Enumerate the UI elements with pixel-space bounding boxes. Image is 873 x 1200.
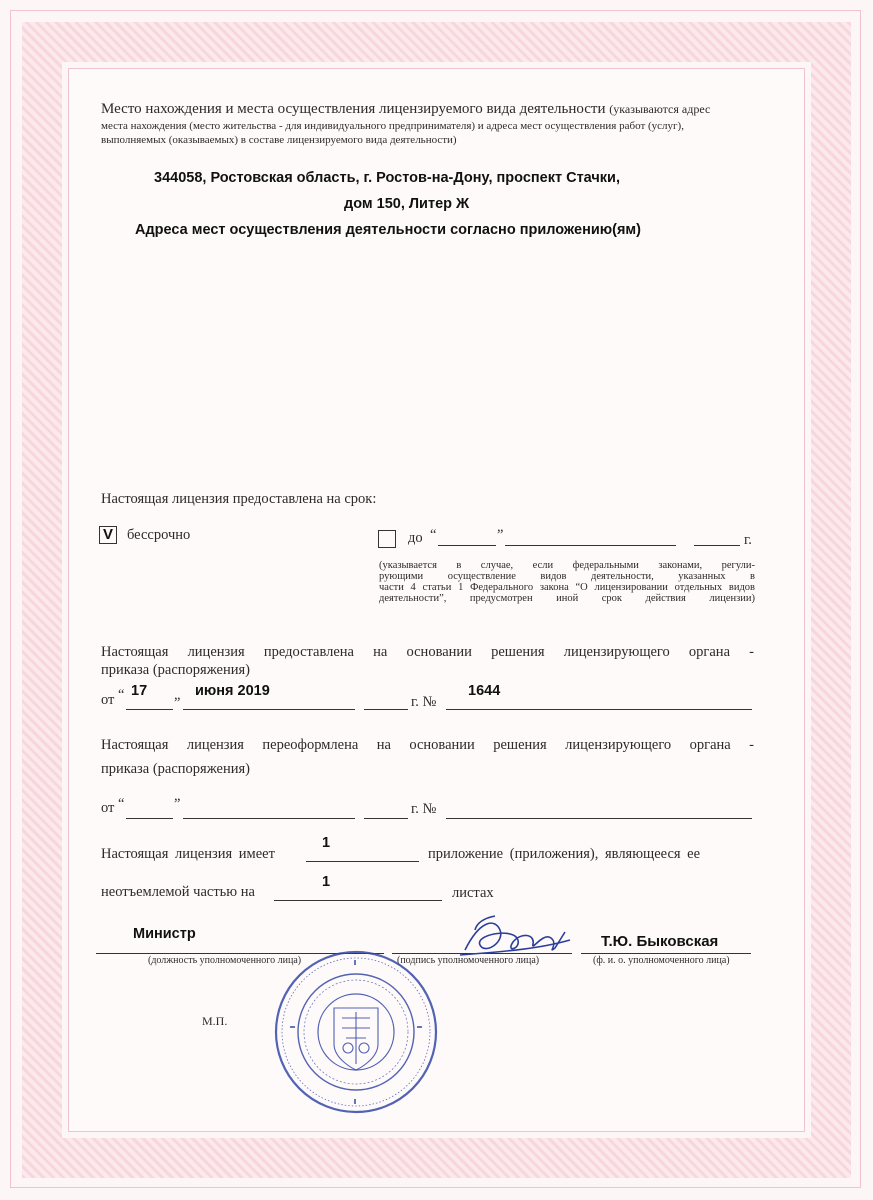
reissue-from-label: от xyxy=(101,800,115,816)
until-day-line xyxy=(438,545,496,546)
address-line2: дом 150, Литер Ж xyxy=(344,196,470,212)
appendix-count-line xyxy=(306,861,419,862)
appendix-sheets-line xyxy=(274,900,442,901)
grant-from-label: от xyxy=(101,692,115,708)
grant-number-line xyxy=(446,709,752,710)
appendix-count: 1 xyxy=(322,835,331,851)
location-note-line2: места нахождения (место жительства - для индивидуального предпринимателя) и адреса мест осуществления работ (услуг), xyxy=(101,120,684,132)
grant-text-line1: Настоящая лицензия предоставлена на основании решения лицензирующего органа - xyxy=(101,644,754,660)
unlimited-label: бессрочно xyxy=(127,527,191,543)
unlimited-checkbox[interactable]: V xyxy=(99,526,117,544)
reissue-day-line xyxy=(126,818,173,819)
until-quote-close: ” xyxy=(497,527,504,543)
grant-number-label: г. № xyxy=(411,694,437,710)
name-line xyxy=(581,953,751,954)
reissue-month-line xyxy=(183,818,355,819)
grant-day: 17 xyxy=(131,683,148,699)
position-caption: (должность уполномоченного лица) xyxy=(148,955,302,966)
term-note-line2: рующими осуществление видов деятельности, указанных в xyxy=(379,571,755,582)
addresses-appendix: Адреса мест осуществления деятельности согласно приложению(ям) xyxy=(135,222,641,238)
appendix-sheets: 1 xyxy=(322,874,331,890)
appendix-line2-part1: неотъемлемой частью на xyxy=(101,884,255,900)
reissue-text-line1: Настоящая лицензия переоформлена на основании решения лицензирующего органа - xyxy=(101,737,754,753)
reissue-number-line xyxy=(446,818,752,819)
until-checkbox[interactable] xyxy=(378,530,396,548)
until-quote-open: “ xyxy=(430,527,437,543)
until-year-suffix: г. xyxy=(744,532,752,548)
name-caption: (ф. и. о. уполномоченного лица) xyxy=(593,955,730,966)
grant-quote-open: “ xyxy=(118,687,125,703)
reissue-number-label: г. № xyxy=(411,801,437,817)
grant-year-line xyxy=(364,709,408,710)
term-note-line1: (указывается в случае, если федеральными законами, регули- xyxy=(379,560,755,571)
official-seal xyxy=(272,948,440,1116)
until-label: до xyxy=(408,530,423,546)
term-heading: Настоящая лицензия предоставлена на срок: xyxy=(101,491,377,507)
reissue-text-line2: приказа (распоряжения) xyxy=(101,761,250,777)
appendix-line2-part2: листах xyxy=(452,885,494,901)
until-year-line xyxy=(694,545,740,546)
reissue-year-line xyxy=(364,818,408,819)
reissue-quote-close: ” xyxy=(174,796,181,812)
grant-month-year: июня 2019 xyxy=(195,683,270,699)
term-note-line4: деятельности”, предусмотрен иной срок действия лицензии) xyxy=(379,593,755,604)
stamp-place: М.П. xyxy=(202,1014,228,1028)
grant-month-line xyxy=(183,709,355,710)
location-heading: Место нахождения и места осуществления лицензируемого вида деятельности (указываются адрес xyxy=(101,101,711,117)
term-note-line3: части 4 статьи 1 Федерального закона “О лицензировании отдельных видов xyxy=(379,582,755,593)
appendix-text-part1: Настоящая лицензия имеет xyxy=(101,846,275,862)
handwritten-signature xyxy=(455,910,575,965)
grant-number: 1644 xyxy=(468,683,501,699)
signatory-position: Министр xyxy=(133,926,196,942)
grant-text-line2: приказа (распоряжения) xyxy=(101,662,250,678)
reissue-quote-open: “ xyxy=(118,796,125,812)
signature-caption: (подпись уполномоченного лица) xyxy=(397,955,540,966)
signatory-name: Т.Ю. Быковская xyxy=(601,933,719,950)
location-note-line3: выполняемых (оказываемых) в составе лицензируемого вида деятельности) xyxy=(101,134,457,146)
until-month-line xyxy=(505,545,676,546)
grant-quote-close: „ xyxy=(174,687,181,703)
grant-day-line xyxy=(126,709,173,710)
address-line1: 344058, Ростовская область, г. Ростов-на-Дону, проспект Стачки, xyxy=(154,170,620,186)
appendix-text-part2: приложение (приложения), являющееся ее xyxy=(428,846,701,862)
